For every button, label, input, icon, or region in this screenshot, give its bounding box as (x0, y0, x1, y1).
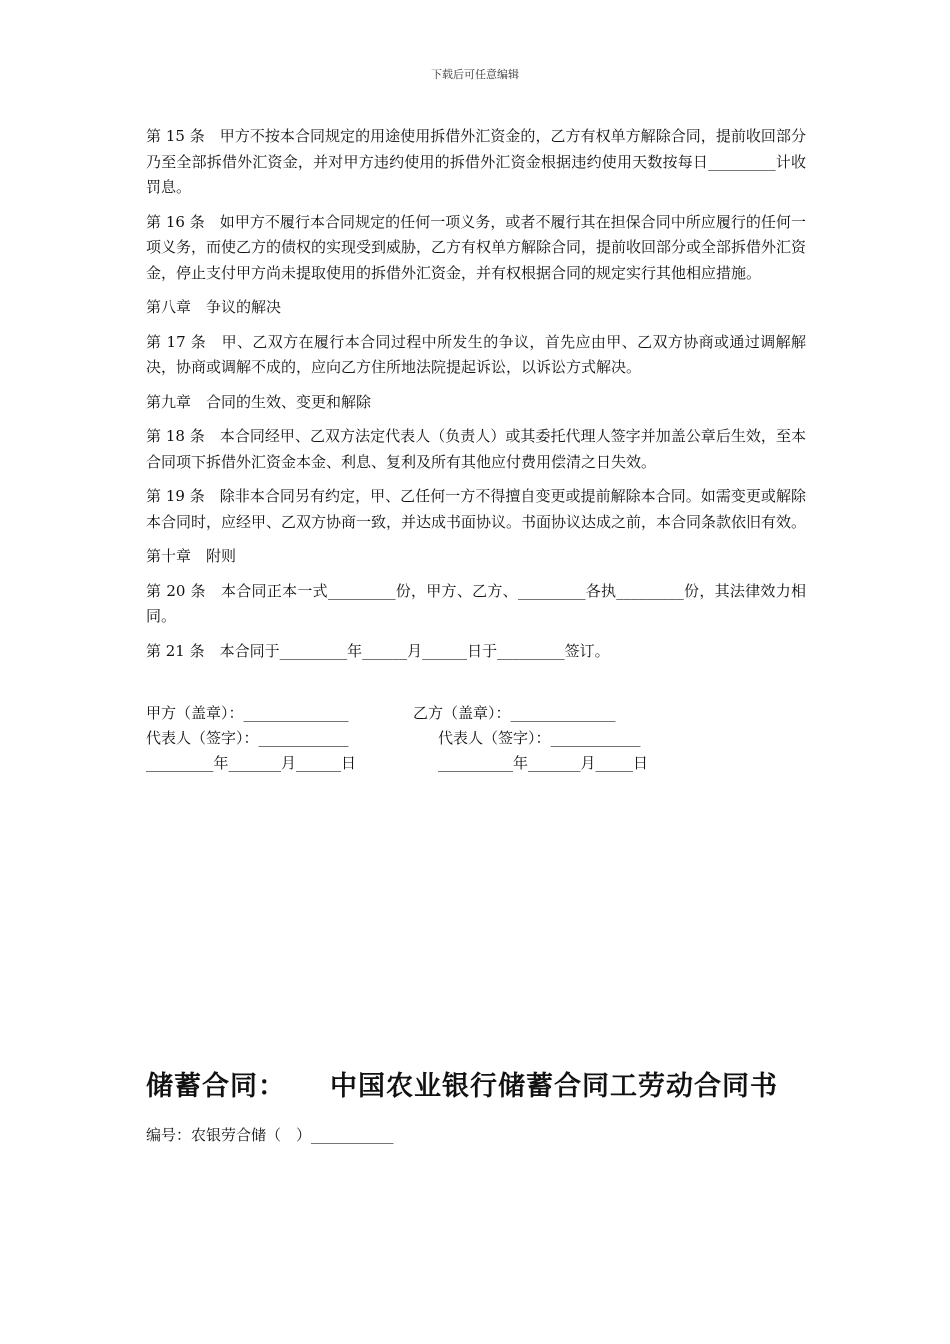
date-row (146, 751, 806, 776)
contract-body (146, 124, 806, 776)
party-a-representative: 代表人（签字）：____________ (146, 729, 349, 747)
party-b-seal: 乙方（盖章）：______________ (413, 704, 616, 722)
representative-row (146, 726, 806, 751)
title-main: 中国农业银行储蓄合同工劳动合同书 (330, 1071, 778, 1102)
party-b-date: __________年_______月_____日 (438, 754, 649, 772)
contract-number: 编号：农银劳合储（ ）___________ (146, 1126, 394, 1144)
chapter-8-heading: 第八章 争议的解决 (146, 298, 282, 316)
article-20: 第 20 条 本合同正本一式_________份，甲方、乙方、_________各执_________份，其法律效力相同。 (146, 581, 806, 625)
article-17: 第 17 条 甲、乙双方在履行本合同过程中所发生的争议，首先应由甲、乙双方协商或通过调解解决，协商或调解不成的，应向乙方住所地法院提起诉讼，以诉讼方式解决。 (146, 332, 806, 376)
party-b-representative: 代表人（签字）：____________ (438, 729, 641, 747)
spacer (146, 673, 806, 701)
party-a-date: _________年_______月______日 (146, 754, 357, 772)
document-title (146, 1064, 778, 1103)
seal-row (146, 701, 806, 726)
header-note: 下载后可任意编辑 (431, 68, 519, 81)
title-prefix: 储蓄合同： (146, 1071, 286, 1102)
party-a-seal: 甲方（盖章）：______________ (146, 704, 349, 722)
article-21: 第 21 条 本合同于_________年______月______日于_________签订。 (146, 641, 610, 660)
article-18: 第 18 条 本合同经甲、乙双方法定代表人（负责人）或其委托代理人签字并加盖公章后生效，至本合同项下拆借外汇资金本金、利息、复利及所有其他应付费用偿清之日失效。 (146, 427, 806, 471)
article-16: 第 16 条 如甲方不履行本合同规定的任何一项义务，或者不履行其在担保合同中所应履行的任何一项义务，而使乙方的债权的实现受到威胁，乙方有权单方解除合同，提前收回部分或全部拆借外汇资金，停止支付甲方尚未提取使用的拆借外汇资金，并有权根据合同的规定实行其他相应措施。 (146, 212, 807, 282)
article-15: 第 15 条 甲方不按本合同规定的用途使用拆借外汇资金的，乙方有权单方解除合同，提前收回部分乃至全部拆借外汇资金，并对甲方违约使用的拆借外汇资金根据违约使用天数按每日_________计收罚息。 (146, 127, 806, 196)
article-19: 第 19 条 除非本合同另有约定，甲、乙任何一方不得擅自变更或提前解除本合同。如需变更或解除本合同时，应经甲、乙双方协商一致，并达成书面协议。书面协议达成之前，本合同条款依旧有效。 (146, 487, 807, 531)
chapter-10-heading: 第十章 附则 (146, 547, 237, 565)
chapter-9-heading: 第九章 合同的生效、变更和解除 (146, 392, 372, 411)
